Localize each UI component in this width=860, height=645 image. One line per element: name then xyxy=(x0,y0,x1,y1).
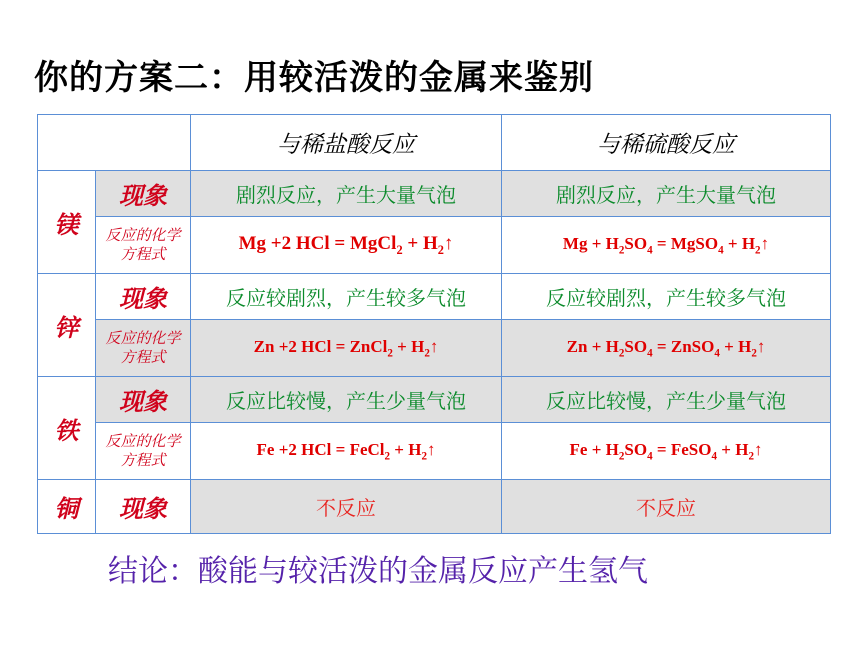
fe-hcl-observation: 反应比较慢，产生少量气泡 xyxy=(191,377,502,423)
mg-hcl-equation: Mg +2 HCl = MgCl$_2$ + $H_2↑$ xyxy=(191,217,502,274)
table-row xyxy=(38,480,831,534)
slide-title: 你的方案二：用较活泼的金属来鉴别 xyxy=(34,58,594,98)
equation-label: 反应的化学方程式 xyxy=(96,217,191,274)
table-row xyxy=(38,171,831,217)
table-row xyxy=(38,217,831,274)
zn-h2so4-equation: $Zn + H_2SO_4$ = ZnSO$_4$ + $H_2↑$ xyxy=(502,320,831,377)
observation-label: 现象 xyxy=(96,171,191,217)
fe-h2so4-equation: $Fe + H_2SO_4$ = FeSO$_4$ + $H_2↑$ xyxy=(502,423,831,480)
mg-h2so4-observation: 剧烈反应，产生大量气泡 xyxy=(502,171,831,217)
zn-hcl-observation: 反应较剧烈，产生较多气泡 xyxy=(191,274,502,320)
metal-reaction-table xyxy=(37,114,831,534)
conclusion-text: 结论：酸能与较活泼的金属反应产生氢气 xyxy=(108,554,648,589)
metal-fe: 铁 xyxy=(38,377,96,480)
metal-zn: 锌 xyxy=(38,274,96,377)
mg-h2so4-equation: $Mg + H_2SO_4$ = MgSO$_4$ + $H_2↑$ xyxy=(502,217,831,274)
mg-hcl-observation: 剧烈反应，产生大量气泡 xyxy=(191,171,502,217)
cu-h2so4-observation: 不反应 xyxy=(502,480,831,534)
equation-label: 反应的化学方程式 xyxy=(96,423,191,480)
cu-hcl-observation: 不反应 xyxy=(191,480,502,534)
header-hcl: 与稀盐酸反应 xyxy=(191,115,502,171)
table-row xyxy=(38,320,831,377)
header-row xyxy=(38,115,831,171)
equation-label: 反应的化学方程式 xyxy=(96,320,191,377)
zn-hcl-equation: Zn +2 HCl = ZnCl$_2$ + $H_2↑$ xyxy=(191,320,502,377)
observation-label: 现象 xyxy=(96,274,191,320)
fe-h2so4-observation: 反应比较慢，产生少量气泡 xyxy=(502,377,831,423)
observation-label: 现象 xyxy=(96,377,191,423)
table-row xyxy=(38,274,831,320)
header-h2so4: 与稀硫酸反应 xyxy=(502,115,831,171)
metal-cu: 铜 xyxy=(38,480,96,534)
table-row xyxy=(38,423,831,480)
observation-label: 现象 xyxy=(96,480,191,534)
fe-hcl-equation: Fe +2 HCl = FeCl$_2$ + $H_2↑$ xyxy=(191,423,502,480)
zn-h2so4-observation: 反应较剧烈，产生较多气泡 xyxy=(502,274,831,320)
corner-cell xyxy=(38,115,191,171)
metal-mg: 镁 xyxy=(38,171,96,274)
table-row xyxy=(38,377,831,423)
